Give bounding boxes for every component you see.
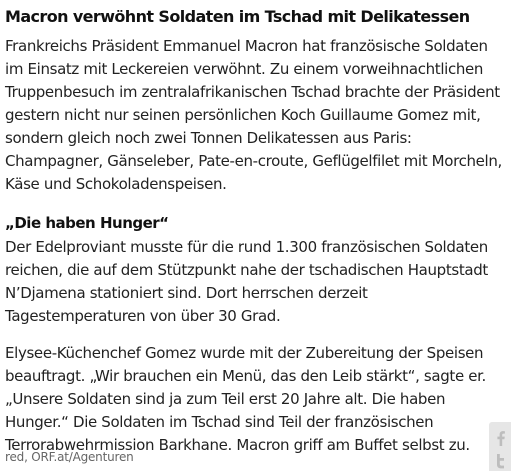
facebook-icon[interactable]: [494, 430, 508, 446]
article: [5, 0, 509, 457]
twitter-icon[interactable]: [494, 453, 508, 469]
article-subheading: „Die haben Hunger“: [5, 214, 169, 232]
article-source: red, ORF.at/Agenturen: [5, 450, 134, 464]
article-intro: Frankreichs Präsident Emmanuel Macron hat französische Soldaten im Einsatz mit Leckereien verwöhnt. Zu einem vorweihnachtlichen Truppenbesuch im zentralafrikanischen Tschad brachte der Präsident gestern nicht nur seinen persönlichen Koch Guillaume Gomez mit, sondern gleich noch zwei Tonnen Delikatessen aus Paris: Champagner, Gänseleber, Pate-en-croute, Geflügelfilet mit Morcheln, Käse und Schokoladenspeisen.: [5, 37, 502, 193]
article-headline: Macron verwöhnt Soldaten im Tschad mit Delikatessen: [5, 7, 470, 26]
article-paragraph-3: Elysee-Küchenchef Gomez wurde mit der Zubereitung der Speisen beauftragt. „Wir brauchen ein Menü, das den Leib stärkt“, sagte er. „Unsere Soldaten sind ja zum Teil erst 20 Jahre alt. Die haben Hunger.“ Die Soldaten im Tschad sind Teil der französischen Terrorabwehrmission Barkhane. Macron griff am Buffet selbst zu.: [5, 344, 486, 454]
article-paragraph-2: Der Edelproviant musste für die rund 1.300 französischen Soldaten reichen, die auf dem Stützpunkt nahe der tschadischen Hauptstadt N’Djamena stationiert sind. Dort herrschen derzeit Tagestemperaturen von über 30 Grad.: [5, 238, 488, 325]
share-bar: [489, 422, 511, 471]
